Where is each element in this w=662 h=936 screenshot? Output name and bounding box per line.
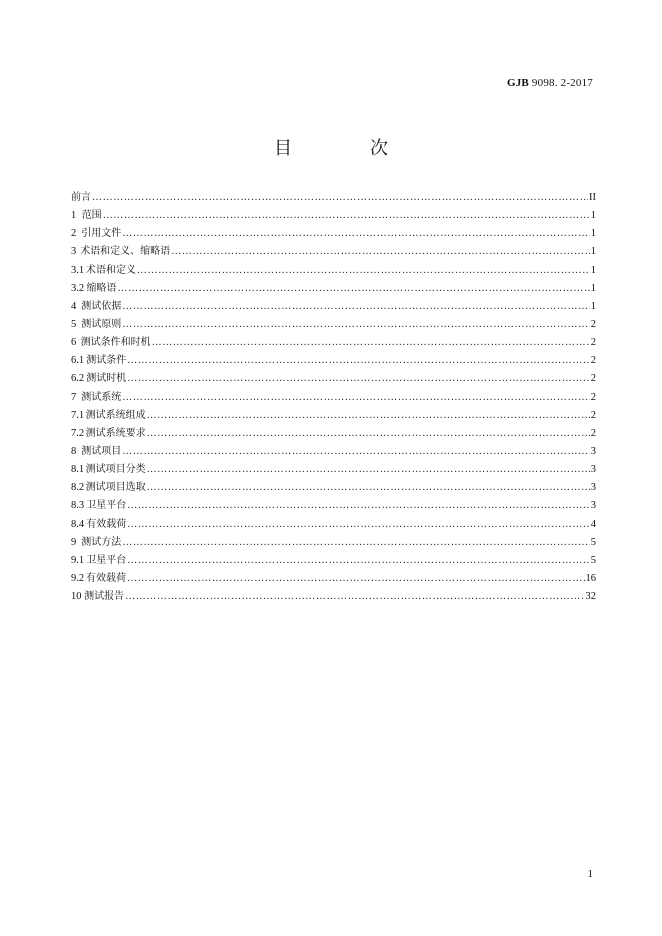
toc-entry-number: 7	[71, 391, 77, 403]
toc-entry[interactable]	[71, 425, 596, 443]
toc-entry-title: 测试项目选取	[85, 482, 146, 494]
toc-entry-number: 8	[71, 445, 77, 457]
toc-entry-page: 1	[590, 282, 596, 294]
toc-entry-title: 有效载荷	[86, 572, 127, 584]
toc-entry-number: 6.1	[71, 355, 85, 367]
toc-entry-number: 8.1	[71, 464, 85, 476]
toc-entry-number: 8.4	[71, 518, 85, 530]
toc-entry[interactable]	[71, 534, 596, 552]
toc-entry[interactable]	[71, 389, 596, 407]
toc-entry-page: 4	[590, 518, 596, 530]
toc-entry-title: 测试系统	[81, 391, 122, 403]
toc-entry[interactable]	[71, 298, 596, 316]
toc-entry[interactable]	[71, 352, 596, 370]
toc-entry-number: 8.2	[71, 482, 85, 494]
toc-entry-page: 2	[590, 337, 596, 349]
toc-entry-title: 测试报告	[84, 591, 125, 603]
table-of-contents	[71, 189, 596, 606]
toc-entry-title: 前言	[71, 192, 91, 203]
toc-entry-number: 3	[71, 246, 77, 258]
toc-entry-number: 5	[71, 318, 77, 330]
toc-dot-leader	[92, 189, 588, 207]
toc-entry-title: 测试原则	[81, 318, 122, 330]
toc-entry-page: 1	[590, 300, 596, 312]
toc-dot-leader	[147, 461, 590, 479]
toc-entry-title: 引用文件	[81, 228, 122, 240]
toc-entry-number: 9	[71, 536, 77, 548]
toc-entry-page: 2	[590, 373, 596, 385]
toc-dot-leader	[137, 262, 590, 280]
toc-entry[interactable]	[71, 189, 596, 207]
toc-entry-page: 3	[590, 482, 596, 494]
toc-entry[interactable]	[71, 552, 596, 570]
toc-entry-number: 9.1	[71, 554, 85, 566]
toc-entry-page: 3	[590, 500, 596, 512]
toc-entry-page: 2	[590, 427, 596, 439]
toc-entry[interactable]	[71, 497, 596, 515]
toc-entry-title: 测试项目分类	[85, 464, 146, 476]
toc-dot-leader	[127, 516, 590, 534]
toc-entry[interactable]	[71, 262, 596, 280]
toc-entry-page: II	[589, 192, 596, 203]
toc-entry-page: 2	[590, 409, 596, 421]
toc-entry-number: 8.3	[71, 500, 85, 512]
page-number: 1	[587, 868, 593, 880]
toc-entry-title: 有效载荷	[86, 518, 127, 530]
toc-dot-leader	[127, 552, 590, 570]
toc-entry-page: 16	[585, 572, 596, 584]
toc-entry-page: 1	[590, 264, 596, 276]
toc-entry-title: 术语和定义、缩略语	[80, 246, 171, 258]
toc-dot-leader	[147, 479, 590, 497]
toc-dot-leader	[103, 207, 590, 225]
toc-dot-leader	[122, 316, 590, 334]
toc-entry[interactable]	[71, 334, 596, 352]
toc-entry[interactable]	[71, 461, 596, 479]
toc-entry[interactable]	[71, 443, 596, 461]
toc-entry[interactable]	[71, 370, 596, 388]
toc-entry-number: 7.2	[71, 427, 85, 439]
toc-dot-leader	[127, 497, 590, 515]
toc-entry-title: 测试系统要求	[85, 427, 146, 439]
toc-dot-leader	[127, 352, 590, 370]
toc-dot-leader	[147, 425, 590, 443]
toc-dot-leader	[122, 443, 590, 461]
toc-entry-page: 2	[590, 391, 596, 403]
toc-entry[interactable]	[71, 570, 596, 588]
toc-entry-title: 测试条件	[86, 355, 127, 367]
toc-dot-leader	[127, 370, 590, 388]
toc-entry-title: 测试方法	[81, 536, 122, 548]
document-code-prefix: GJB	[506, 77, 529, 89]
toc-entry-title: 范围	[81, 210, 102, 222]
toc-dot-leader	[152, 334, 590, 352]
toc-entry-number: 6.2	[71, 373, 85, 385]
document-code	[507, 77, 593, 89]
toc-dot-leader	[171, 243, 590, 261]
toc-entry-page: 5	[590, 554, 596, 566]
toc-entry-title: 测试时机	[86, 373, 127, 385]
toc-entry[interactable]	[71, 280, 596, 298]
toc-entry[interactable]	[71, 588, 596, 606]
toc-entry-title: 测试系统组成	[85, 409, 146, 421]
document-code-number: 9098. 2-2017	[531, 77, 593, 89]
toc-entry-title: 术语和定义	[85, 264, 136, 276]
toc-entry-title: 测试条件和时机	[80, 337, 151, 349]
toc-dot-leader	[147, 407, 590, 425]
toc-entry[interactable]	[71, 479, 596, 497]
toc-entry-page: 1	[590, 210, 596, 222]
toc-entry[interactable]	[71, 225, 596, 243]
toc-entry-title: 卫星平台	[86, 554, 127, 566]
toc-entry-page: 2	[590, 355, 596, 367]
toc-dot-leader	[122, 389, 590, 407]
toc-entry-page: 3	[590, 445, 596, 457]
toc-entry[interactable]	[71, 516, 596, 534]
toc-entry[interactable]	[71, 243, 596, 261]
toc-entry-page: 1	[590, 228, 596, 240]
toc-entry[interactable]	[71, 316, 596, 334]
toc-entry-page: 2	[590, 318, 596, 330]
toc-dot-leader	[122, 298, 590, 316]
toc-entry-number: 1	[71, 210, 77, 222]
toc-entry-number: 7.1	[71, 409, 85, 421]
toc-dot-leader	[122, 225, 590, 243]
page-title: 目 次	[274, 138, 418, 159]
toc-entry-title: 测试项目	[81, 445, 122, 457]
toc-dot-leader	[125, 588, 584, 606]
toc-entry-page: 5	[590, 536, 596, 548]
toc-entry[interactable]	[71, 407, 596, 425]
toc-dot-leader	[118, 280, 590, 298]
toc-entry-number: 2	[71, 228, 77, 240]
toc-entry-number: 4	[71, 300, 77, 312]
toc-entry[interactable]	[71, 207, 596, 225]
toc-entry-page: 3	[590, 464, 596, 476]
toc-entry-page: 32	[585, 591, 596, 603]
toc-entry-number: 9.2	[71, 572, 85, 584]
toc-dot-leader	[122, 534, 590, 552]
toc-entry-title: 测试依据	[81, 300, 122, 312]
toc-entry-title: 缩略语	[86, 282, 117, 294]
toc-entry-number: 10	[71, 591, 82, 603]
toc-entry-number: 3.1	[71, 264, 85, 276]
toc-entry-page: 1	[590, 246, 596, 258]
toc-entry-number: 6	[71, 337, 77, 349]
toc-entry-title: 卫星平台	[86, 500, 127, 512]
toc-dot-leader	[127, 570, 584, 588]
toc-entry-number: 3.2	[71, 282, 85, 294]
